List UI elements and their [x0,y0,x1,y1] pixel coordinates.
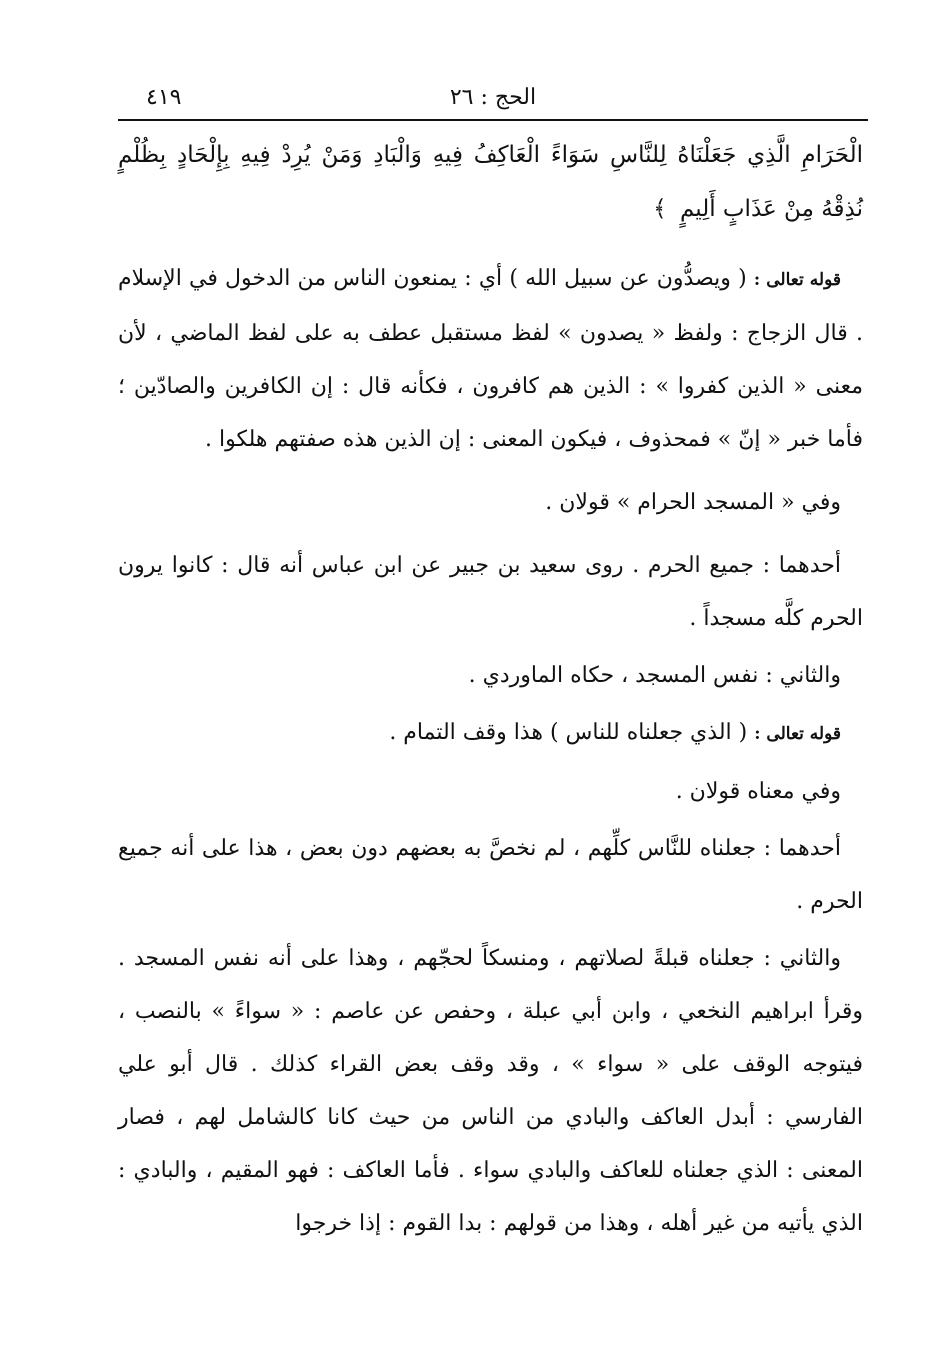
paragraph-text: والثاني : نفس المسجد ، حكاه الماوردي . [468,663,841,688]
verse-end-mark: ﴾ [653,196,667,222]
surah-verse-title: الحج : ٢٦ [449,85,537,110]
commentary-paragraph [118,932,863,1250]
paragraph-text: والثاني : جعلناه قبلةً لصلاتهم ، ومنسكاً لحجّهم ، وهذا على أنه نفس المسجد . وقرأ ابراهيم النخعي ، وابن أبي عبلة ، وحفص عن عاصم : « سواءً » بالنصب ، فيتوجه الوقف على « سواء » ، وقد وقف بعض القراء كذلك . قال أبو علي الفارسي : أبدل العاكف والبادي من الناس من حيث كانا كالشامل لهم ، فصار المعنى : الذي جعلناه للعاكف والبادي سواء . فأما العاكف : فهو المقيم ، والبادي : الذي يأتيه من غير أهله ، وهذا من قولهم : بدا القوم : إذا خرجوا [118,946,864,1236]
commentary-paragraph [118,539,863,645]
paragraph-text: وفي « المسجد الحرام » قولان . [545,490,841,515]
commentary-paragraph [118,252,863,466]
paragraph-lead: قوله تعالى : [753,270,841,290]
page-body [118,128,863,1250]
commentary-paragraph [118,765,863,818]
commentary-paragraph [118,649,863,702]
commentary-paragraph [118,706,863,761]
header-rule [118,119,868,121]
commentary-paragraph [118,476,863,529]
paragraph-text: أحدهما : جميع الحرم . روى سعيد بن جبير عن ابن عباس أنه قال : كانوا يرون الحرم كلَّه مسجداً . [118,553,863,631]
running-header [118,78,868,118]
page-number: ٤١٩ [146,85,182,110]
paragraph-lead: قوله تعالى : [754,724,841,744]
quran-verse [118,128,863,236]
verse-text: الْحَرَامِ الَّذِي جَعَلْنَاهُ لِلنَّاسِ سَوَاءً الْعَاكِفُ فِيهِ وَالْبَادِ وَمَنْ يُرِدْ فِيهِ بِإِلْحَادٍ بِظُلْمٍ نُذِقْهُ مِنْ عَذَابٍ أَلِيمٍ [118,142,863,222]
commentary-paragraph [118,822,863,928]
paragraph-text: أحدهما : جعلناه للنَّاس كلِّهم ، لم نخصَّ به بعضهم دون بعض ، هذا على أنه جميع الحرم . [118,836,863,914]
paragraph-text: وفي معناه قولان . [675,779,841,804]
paragraph-text: ( ويصدُّون عن سبيل الله ) أي : يمنعون الناس من الدخول في الإسلام . قال الزجاج : ولفظ « يصدون » لفظ مستقبل عطف به على لفظ الماضي ، لأن معنى « الذين كفروا » : الذين هم كافرون ، فكأنه قال : إن الكافرين والصادّين ؛ فأما خبر « إنّ » فمحذوف ، فيكون المعنى : إن الذين هذه صفتهم هلكوا . [118,266,863,452]
paragraph-text: ( الذي جعلناه للناس ) هذا وقف التمام . [389,720,755,745]
